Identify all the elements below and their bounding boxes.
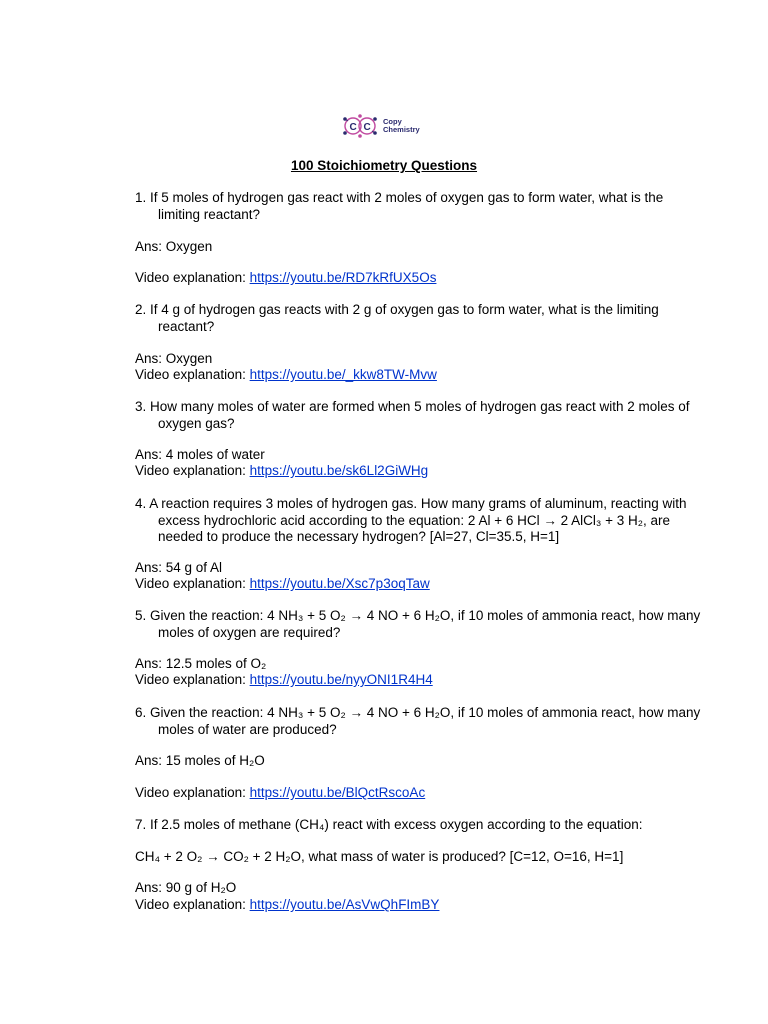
question-5: 5. Given the reaction: 4 NH₃ + 5 O₂ → 4 NO + 6 H₂O, if 10 moles of ammonia react, how many moles of oxygen are required? <box>135 608 701 640</box>
video-label: Video explanation: <box>135 367 246 382</box>
question-4: 4. A reaction requires 3 moles of hydrogen gas. How many grams of aluminum, reacting with excess hydrochloric acid according to the equation: 2 Al + 6 HCl → 2 AlCl₃ + 3 H₂, are needed to produce the necessary hydrogen? [Al=27, Cl=35.5, H=1] <box>135 496 687 544</box>
question-6: 6. Given the reaction: 4 NH₃ + 5 O₂ → 4 NO + 6 H₂O, if 10 moles of ammonia react, how many moles of water are produced? <box>135 705 701 737</box>
logo-brand-line2: Chemistry <box>383 125 420 134</box>
answer-2: Ans: Oxygen <box>135 351 213 366</box>
video-label: Video explanation: <box>135 897 246 912</box>
video-label: Video explanation: <box>135 785 246 800</box>
svg-text:C: C <box>349 122 357 133</box>
question-2: 2. If 4 g of hydrogen gas reacts with 2 g of oxygen gas to form water, what is the limiting reactant? <box>135 302 659 334</box>
video-explanation-6 <box>135 785 683 802</box>
answer-5: Ans: 12.5 moles of O₂ <box>135 656 267 671</box>
logo-molecule-icon <box>340 113 380 139</box>
logo-text <box>383 118 420 134</box>
video-link-1[interactable]: https://youtu.be/RD7kRfUX5Os <box>249 270 437 285</box>
answer-1: Ans: Oxygen <box>135 239 213 254</box>
answer-6: Ans: 15 moles of H₂O <box>135 753 265 768</box>
video-explanation-7 <box>135 897 683 914</box>
video-explanation-4 <box>135 576 683 593</box>
video-explanation-2 <box>135 367 683 384</box>
question-3: 3. How many moles of water are formed when 5 moles of hydrogen gas react with 2 moles of oxygen gas? <box>135 399 690 431</box>
video-explanation-3 <box>135 463 683 480</box>
video-label: Video explanation: <box>135 576 246 591</box>
document-title: 100 Stoichiometry Questions <box>290 158 478 173</box>
question-7: 7. If 2.5 moles of methane (CH₄) react with excess oxygen according to the equation: <box>135 817 643 832</box>
video-explanation-5 <box>135 672 683 689</box>
answer-4: Ans: 54 g of Al <box>135 560 223 575</box>
video-label: Video explanation: <box>135 672 246 687</box>
video-link-5[interactable]: https://youtu.be/nyyONI1R4H4 <box>249 672 433 687</box>
logo-brand-line1: Copy <box>383 117 402 126</box>
video-link-2[interactable]: https://youtu.be/_kkw8TW-Mvw <box>249 367 437 382</box>
answer-3: Ans: 4 moles of water <box>135 447 265 462</box>
video-link-7[interactable]: https://youtu.be/AsVwQhFImBY <box>249 897 440 912</box>
answer-7: Ans: 90 g of H₂O <box>135 880 237 895</box>
video-explanation-1 <box>135 270 683 287</box>
question-1: 1. If 5 moles of hydrogen gas react with 2 moles of oxygen gas to form water, what is the limiting reactant? <box>135 190 664 222</box>
video-label: Video explanation: <box>135 270 246 285</box>
svg-text:C: C <box>363 122 371 133</box>
video-link-3[interactable]: https://youtu.be/sk6Ll2GiWHg <box>249 463 429 478</box>
video-link-6[interactable]: https://youtu.be/BlQctRscoAc <box>249 785 426 800</box>
video-label: Video explanation: <box>135 463 246 478</box>
question-7-equation: CH₄ + 2 O₂ → CO₂ + 2 H₂O, what mass of water is produced? [C=12, O=16, H=1] <box>135 849 624 864</box>
video-link-4[interactable]: https://youtu.be/Xsc7p3oqTaw <box>249 576 430 591</box>
copy-chemistry-logo <box>340 113 430 139</box>
